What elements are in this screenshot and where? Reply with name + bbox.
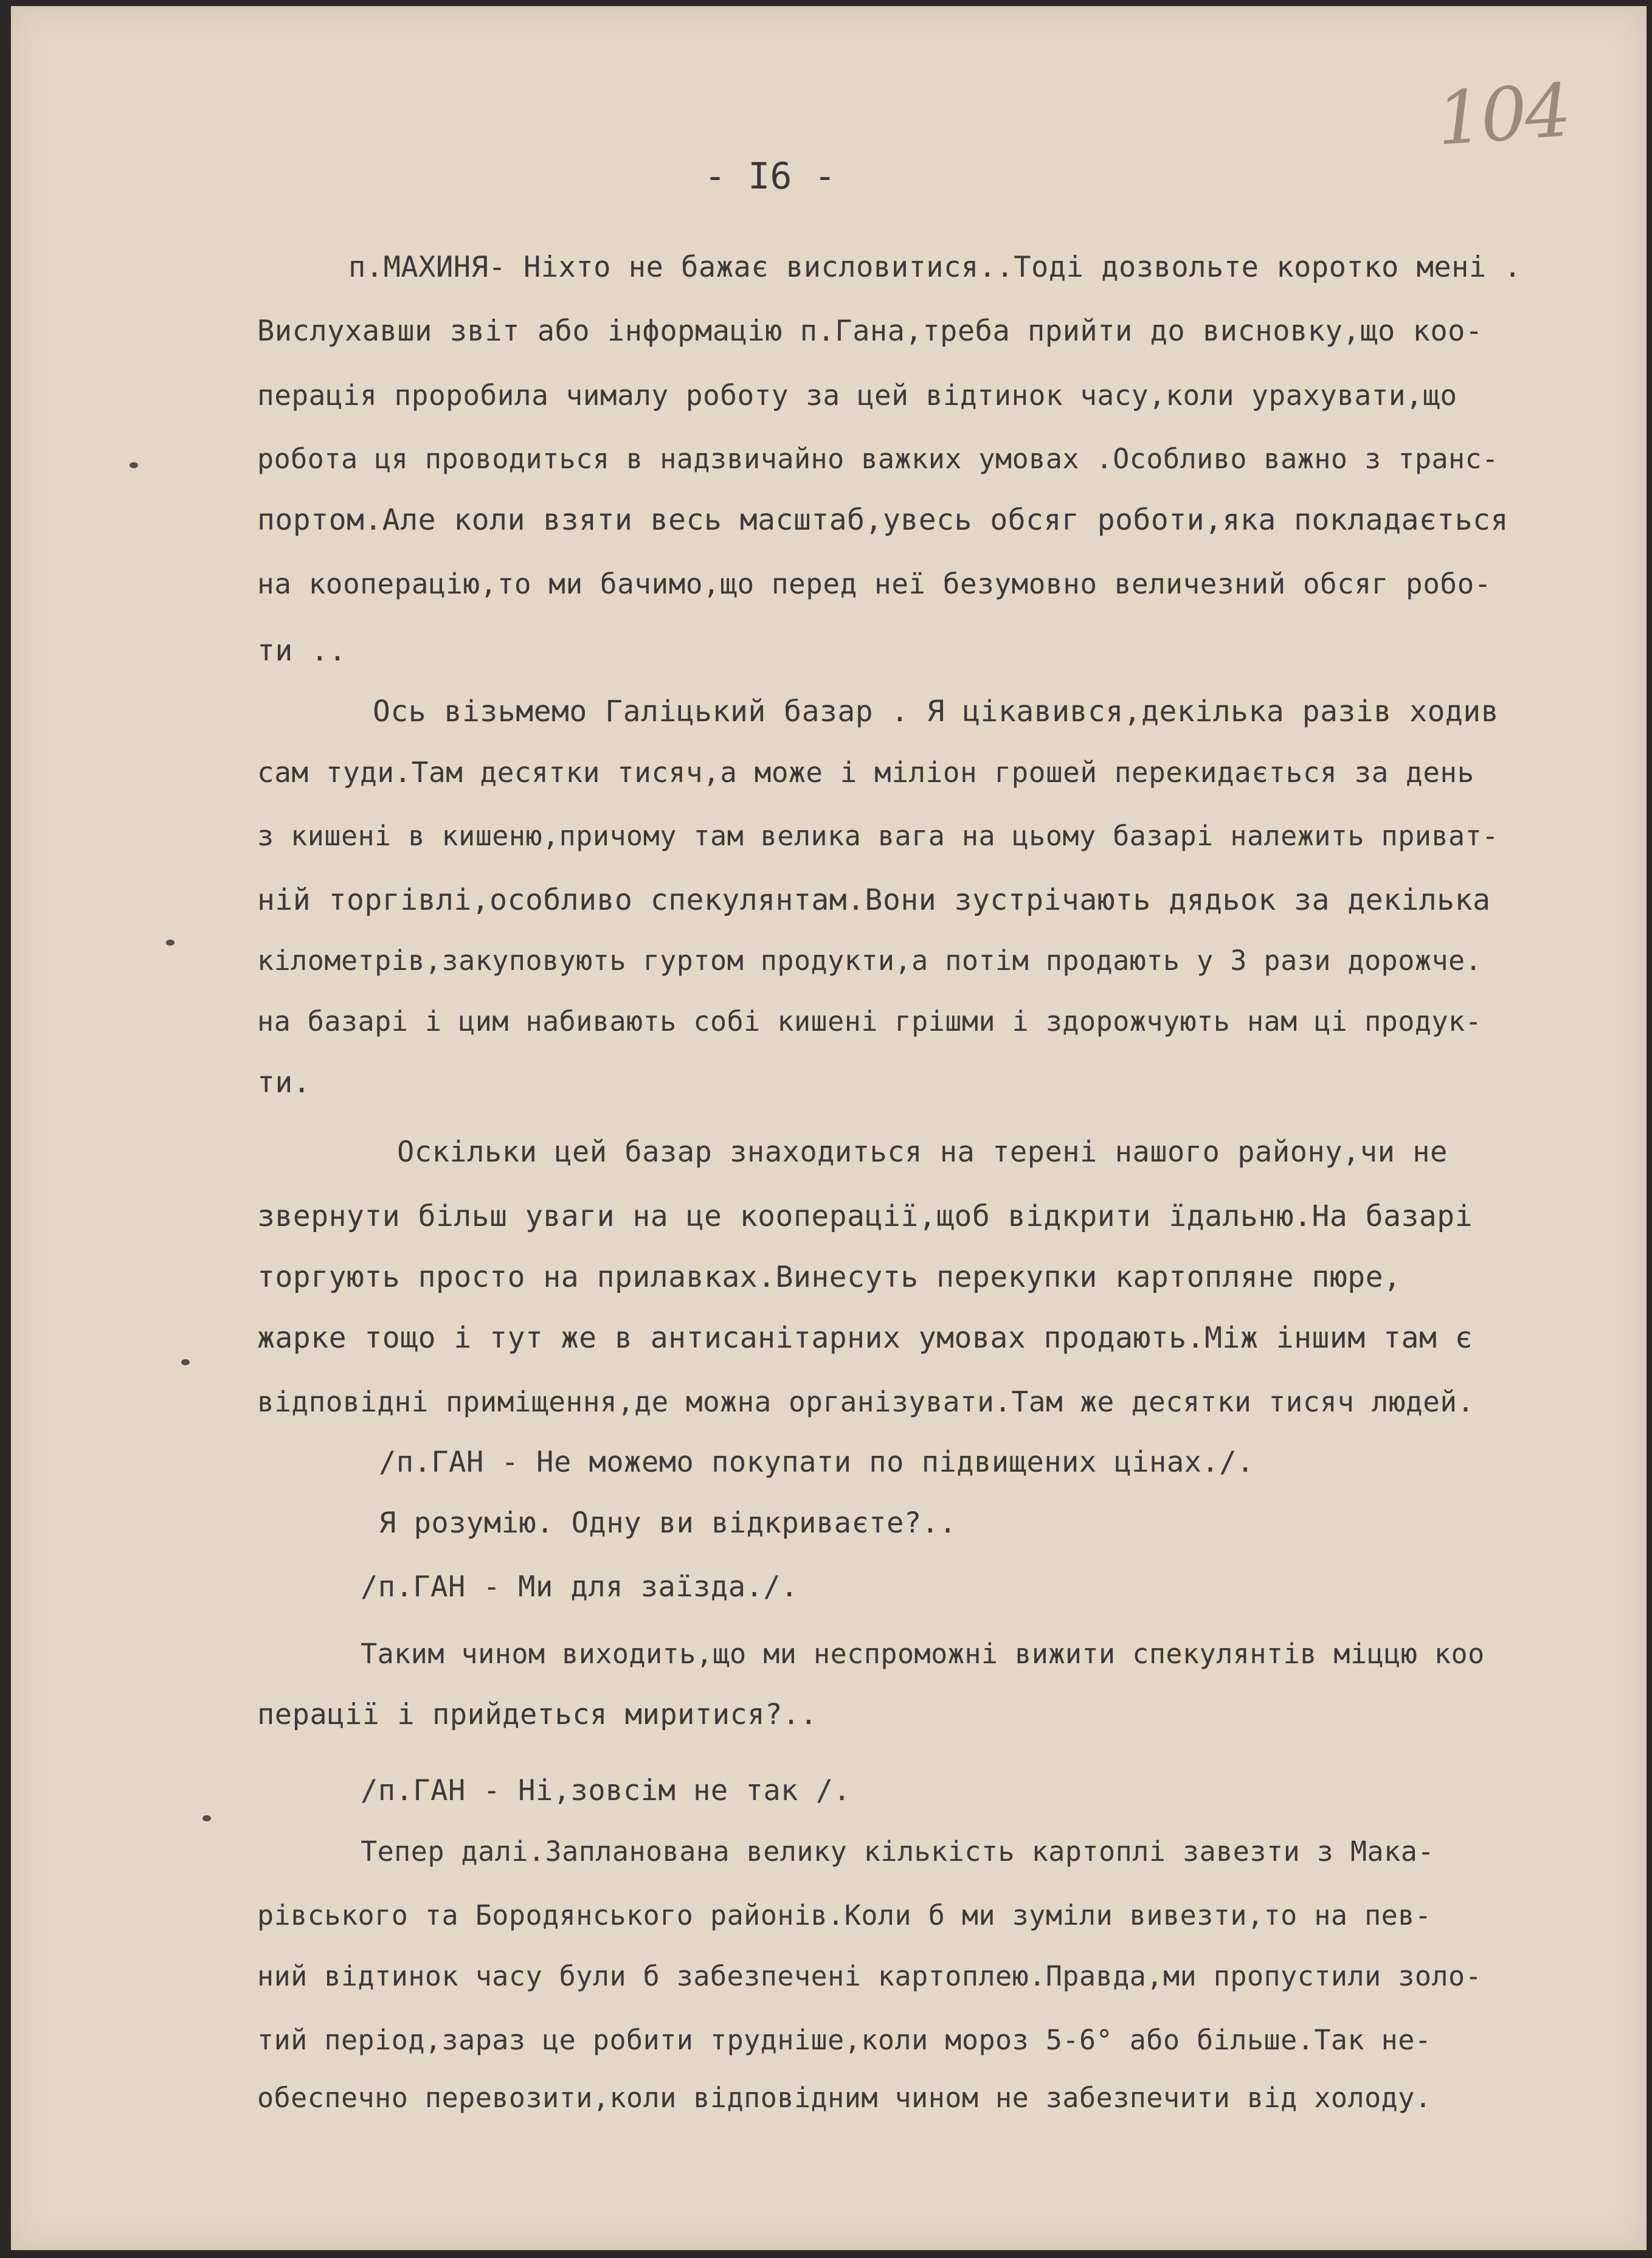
- text-line: тий період,зараз це робити трудніше,коли мороз 5-6° або більше.Так не-: [257, 2024, 1432, 2056]
- margin-ink-mark: [166, 940, 175, 946]
- text-line: ний відтинок часу були б забезпечені картоплею.Правда,ми пропустили золо-: [257, 1960, 1482, 1992]
- text-line: ти.: [257, 1065, 311, 1100]
- text-line: портом.Але коли взяти весь масштаб,увесь обсяг роботи,яка покладається: [257, 503, 1509, 537]
- margin-ink-mark: [181, 1359, 190, 1365]
- text-line: Тепер далі.Запланована велику кількість картоплі завезти з Мака-: [361, 1835, 1434, 1868]
- text-line: обеспечно перевозити,коли відповідним чином не забезпечити від холоду.: [257, 2082, 1432, 2114]
- text-line: з кишені в кишеню,причому там велика вага на цьому базарі належить приват-: [257, 820, 1499, 852]
- text-line: відповідні приміщення,де можна організувати.Там же десятки тисяч людей.: [257, 1385, 1474, 1418]
- text-line: перація проробила чималу роботу за цей відтинок часу,коли урахувати,що: [257, 379, 1457, 412]
- text-line: п.МАХИНЯ- Ніхто не бажає висловитися..Тоді дозвольте коротко мені .: [348, 251, 1522, 284]
- text-line: на базарі і цим набивають собі кишені грішми і здорожчують нам ці продук-: [257, 1005, 1482, 1037]
- text-line: торгують просто на прилавках.Винесуть перекупки картопляне пюре,: [257, 1260, 1401, 1294]
- margin-ink-mark: [130, 462, 138, 468]
- text-line: Я розумію. Одну ви відкриваєте?..: [379, 1506, 957, 1540]
- text-line: рівського та Бородянського районів.Коли б ми зуміли вивезти,то на пев-: [257, 1899, 1432, 1931]
- margin-ink-mark: [202, 1815, 211, 1821]
- text-line: Таким чином виходить,що ми неспроможні вижити спекулянтів міццю коо: [361, 1638, 1485, 1670]
- text-line: Оскільки цей базар знаходиться на терені нашого району,чи не: [397, 1135, 1448, 1169]
- text-line: кілометрів,закуповують гуртом продукти,а потім продають у 3 рази дорожче.: [257, 944, 1482, 977]
- archive-folio-number: 104: [1434, 68, 1572, 162]
- document-page: [11, 6, 1647, 2250]
- text-line: /п.ГАН - Не можемо покупати по підвищених цінах./.: [379, 1446, 1254, 1479]
- text-line: сам туди.Там десятки тисяч,а може і міліон грошей перекидається за день: [257, 756, 1474, 789]
- text-line: ній торгівлі,особливо спекулянтам.Вони зустрічають дядьок за декілька: [257, 883, 1491, 917]
- text-line: жарке тощо і тут же в антисанітарних умовах продають.Між іншим там є: [257, 1321, 1473, 1355]
- text-line: /п.ГАН - Ми для заїзда./.: [361, 1570, 798, 1604]
- text-line: перації і прийдеться миритися?..: [257, 1698, 818, 1731]
- text-line: робота ця проводиться в надзвичайно важких умовах .Особливо важно з транс-: [257, 443, 1499, 475]
- page-number: - I6 -: [704, 155, 836, 198]
- text-line: /п.ГАН - Ні,зовсім не так /.: [361, 1774, 851, 1807]
- text-line: Вислухавши звіт або інформацію п.Гана,треба прийти до висновку,що коо-: [257, 314, 1483, 348]
- text-line: на кооперацію,то ми бачимо,що перед неї безумовно величезний обсяг робо-: [257, 567, 1491, 600]
- text-line: звернути більш уваги на це кооперації,щоб відкрити їдальню.На базарі: [257, 1199, 1473, 1233]
- text-line: Ось візьмемо Галіцький базар . Я цікавився,декілька разів ходив: [373, 694, 1499, 729]
- text-line: ти ..: [257, 634, 347, 668]
